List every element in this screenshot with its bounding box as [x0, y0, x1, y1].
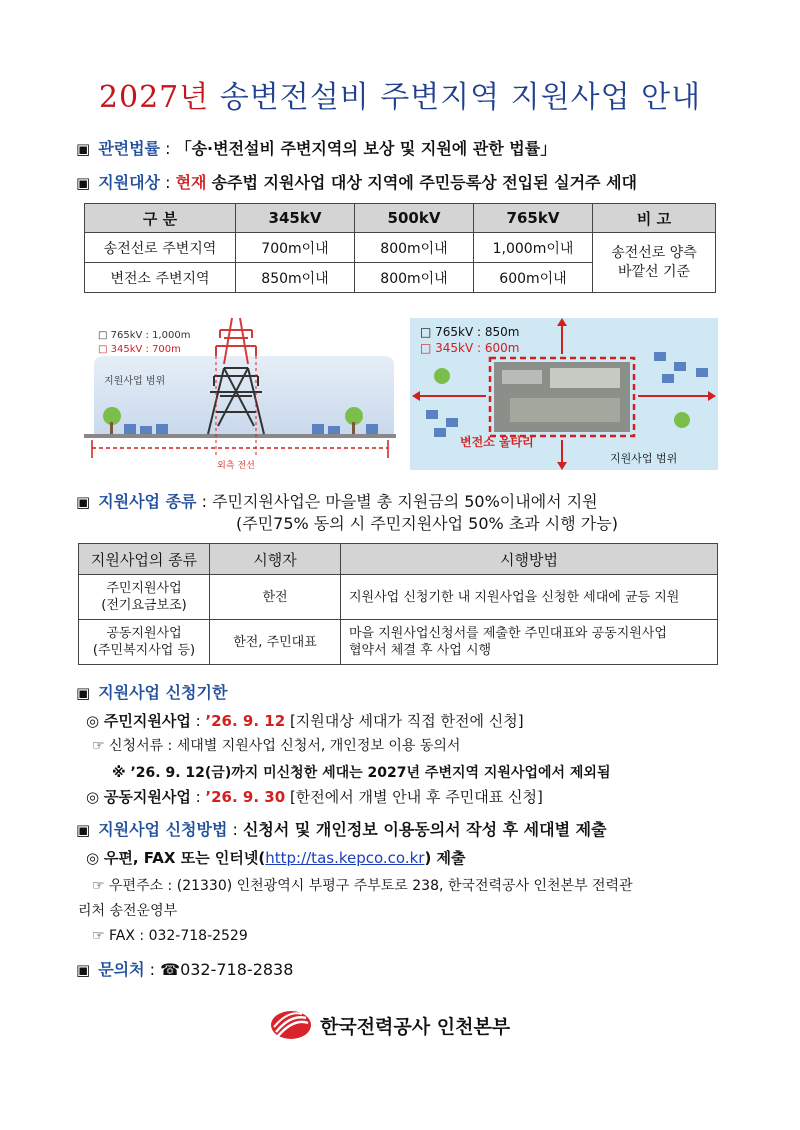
table-header: 500kV — [355, 204, 474, 233]
table-cell: 주민지원사업 (전기요금보조) — [79, 575, 210, 620]
law-text: 「송·변전설비 주변지역의 보상 및 지원에 관한 법률」 — [175, 139, 557, 158]
contact-phone: 032-718-2838 — [180, 960, 294, 979]
pointing-hand-icon: ☞ — [92, 878, 105, 894]
types-text: 주민지원사업은 마을별 총 지원금의 50%이내에서 지원 — [212, 492, 598, 511]
area-label: 지원사업 범위 — [610, 452, 678, 465]
law-label: 관련법률 — [98, 139, 161, 158]
types-table — [78, 543, 718, 665]
table-note: 송전선로 양측 바깥선 기준 — [593, 233, 716, 293]
table-cell: 공동지원사업 (주민복지사업 등) — [79, 620, 210, 665]
table-cell: 1,000m이내 — [474, 233, 593, 263]
phone-icon: ☎ — [160, 960, 181, 979]
deadline-label: 지원사업 신청기한 — [98, 683, 228, 702]
table-header: 765kV — [474, 204, 593, 233]
table-header: 비 고 — [593, 204, 716, 233]
range-table — [84, 203, 716, 293]
deadline-item2: ◎ 공동지원사업 : ’26. 9. 30 [한전에서 개별 안내 후 주민대표 신청] — [86, 788, 543, 806]
table-header: 지원사업의 종류 — [79, 544, 210, 575]
deadline-docs: ☞ 신청서류 : 세대별 지원사업 신청서, 개인정보 이용 동의서 — [92, 738, 461, 754]
types-line: ▣ 지원사업 종류 : 주민지원사업은 마을별 총 지원금의 50%이내에서 지원 — [76, 492, 598, 511]
types-text2: (주민75% 동의 시 주민지원사업 50% 초과 시행 가능) — [236, 514, 618, 533]
method-text: 신청서 및 개인정보 이용동의서 작성 후 세대별 제출 — [242, 820, 607, 839]
website-link[interactable]: http://tas.kepco.co.kr — [265, 849, 425, 867]
transmission-line-figure — [84, 316, 396, 472]
square-bullet-icon: ▣ — [76, 140, 91, 158]
table-row — [79, 575, 718, 620]
table-cell: 변전소 주변지역 — [85, 263, 236, 293]
method-channels: ◎ 우편, FAX 또는 인터넷(http://tas.kepco.co.kr) 제출 — [86, 849, 466, 867]
table-header: 345kV — [236, 204, 355, 233]
contact-label: 문의처 — [98, 960, 145, 979]
pointing-hand-icon: ☞ — [92, 928, 105, 944]
method-line: ▣ 지원사업 신청방법 : 신청서 및 개인정보 이용동의서 작성 후 세대별 제출 — [76, 820, 607, 839]
table-cell: 한전, 주민대표 — [210, 620, 341, 665]
table-cell: 800m이내 — [355, 233, 474, 263]
target-highlight: 현재 — [175, 173, 207, 192]
title-year: 2027년 — [98, 80, 210, 115]
square-bullet-icon: ▣ — [76, 174, 91, 192]
legend-765: □ 765kV : 1,000m — [98, 330, 191, 341]
law-line: ▣ 관련법률 : 「송·변전설비 주변지역의 보상 및 지원에 관한 법률」 — [76, 139, 557, 158]
table-cell: 800m이내 — [355, 263, 474, 293]
square-bullet-icon: ▣ — [76, 961, 91, 979]
square-bullet-icon: ▣ — [76, 821, 91, 839]
target-label: 지원대상 — [98, 173, 161, 192]
footer-logo — [270, 1010, 510, 1040]
table-header: 시행방법 — [341, 544, 718, 575]
contact-line: ▣ 문의처 : ☎032-718-2838 — [76, 960, 294, 979]
table-cell: 송전선로 주변지역 — [85, 233, 236, 263]
kepco-logo-icon — [270, 1010, 312, 1040]
legend-765: □ 765kV : 850m — [420, 325, 520, 339]
table-cell: 지원사업 신청기한 내 지원사업을 신청한 세대에 균등 지원 — [341, 575, 718, 620]
deadline-warning: ※ ’26. 9. 12(금)까지 미신청한 세대는 2027년 주변지역 지원사업에서 제외됨 — [112, 765, 611, 781]
table-cell: 700m이내 — [236, 233, 355, 263]
deadline-line — [76, 683, 227, 703]
double-circle-icon: ◎ — [86, 849, 100, 867]
target-text: 송주법 지원사업 대상 지역에 주민등록상 전입된 실거주 세대 — [211, 173, 637, 192]
method-fax: ☞ FAX : 032-718-2529 — [92, 928, 248, 944]
substation-figure — [410, 318, 718, 470]
pointing-hand-icon: ☞ — [92, 738, 105, 754]
double-circle-icon: ◎ — [86, 788, 100, 806]
target-line: ▣ 지원대상 : 현재 송주법 지원사업 대상 지역에 주민등록상 전입된 실거주 세대 — [76, 173, 637, 192]
table-row — [79, 620, 718, 665]
method-address2: 리처 송전운영부 — [78, 903, 178, 919]
double-circle-icon: ◎ — [86, 712, 100, 730]
legend-345: □ 345kV : 700m — [98, 344, 181, 355]
title-text: 송변전설비 주변지역 지원사업 안내 — [219, 80, 702, 115]
page-title — [0, 72, 800, 116]
square-bullet-icon: ▣ — [76, 493, 91, 511]
table-header: 시행자 — [210, 544, 341, 575]
area-label: 지원사업 범위 — [104, 376, 166, 387]
table-cell: 850m이내 — [236, 263, 355, 293]
legend-345: □ 345kV : 600m — [420, 341, 520, 355]
table-cell: 600m이내 — [474, 263, 593, 293]
table-header: 구 분 — [85, 204, 236, 233]
table-cell: 마을 지원사업신청서를 제출한 주민대표와 공동지원사업 협약서 체결 후 사업 시행 — [341, 620, 718, 665]
method-label: 지원사업 신청방법 — [98, 820, 228, 839]
method-address1: ☞ 우편주소 : (21330) 인천광역시 부평구 주부토로 238, 한국전력공사 인천본부 전력관 — [92, 878, 633, 894]
fence-label: 변전소 울타리 — [460, 435, 534, 449]
types-label: 지원사업 종류 — [98, 492, 197, 511]
outer-wire-label: 외측 전선 — [217, 461, 255, 471]
table-cell: 한전 — [210, 575, 341, 620]
square-bullet-icon: ▣ — [76, 684, 91, 702]
deadline-item1: ◎ 주민지원사업 : ’26. 9. 12 [지원대상 세대가 직접 한전에 신청] — [86, 712, 524, 730]
org-name: 한국전력공사 인천본부 — [320, 1015, 511, 1038]
